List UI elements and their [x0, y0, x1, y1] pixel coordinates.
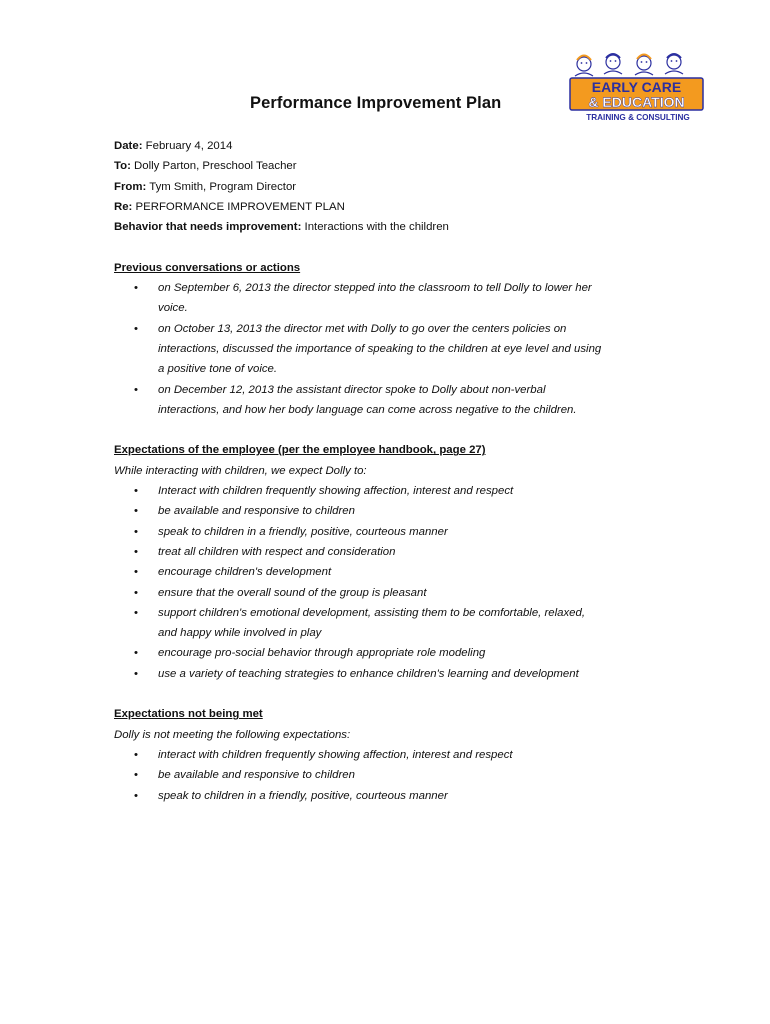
logo-line2: & EDUCATION: [588, 94, 685, 110]
list-item: [114, 765, 674, 785]
list-item: [114, 319, 674, 380]
memo-behavior: [114, 217, 674, 237]
list-item: [114, 542, 674, 562]
list-item-text: speak to children in a friendly, positive, courteous manner: [158, 525, 448, 538]
previous-list: [114, 278, 674, 420]
memo-to-value: Dolly Parton, Preschool Teacher: [134, 160, 297, 173]
list-item-text: be available and responsive to children: [158, 769, 355, 782]
memo-date-label: Date:: [114, 140, 143, 152]
memo-from: [114, 177, 674, 197]
bullet-icon: •: [134, 545, 138, 558]
memo-re: [114, 197, 674, 217]
list-item-text: interact with children frequently showing affection, interest and respect: [158, 748, 513, 761]
logo-line3: TRAINING & CONSULTING: [586, 113, 690, 122]
memo-from-value: Tym Smith, Program Director: [149, 180, 297, 193]
list-item: [114, 380, 674, 421]
logo-line1: EARLY CARE: [591, 79, 682, 95]
list-item-text: interactions, discussed the importance of speaking to the children at eye level and using: [158, 342, 602, 355]
bullet-icon: •: [134, 525, 138, 538]
list-item-text: ensure that the overall sound of the group is pleasant: [158, 586, 427, 599]
bullet-icon: •: [134, 586, 138, 599]
list-item: [114, 603, 674, 644]
memo-to-label: To:: [114, 160, 131, 173]
bullet-icon: •: [134, 769, 138, 782]
list-item: [114, 643, 674, 663]
list-item: [114, 522, 674, 542]
list-item-text: on October 13, 2013 the director met with Dolly to go over the centers policies on: [158, 322, 567, 335]
memo-date: [114, 136, 674, 156]
memo-body: [114, 136, 674, 806]
bullet-icon: •: [134, 322, 138, 335]
bullet-icon: •: [134, 505, 138, 518]
memo-to: [114, 156, 674, 176]
list-item: [114, 562, 674, 582]
memo-behavior-label: Behavior that needs improvement:: [114, 221, 302, 234]
list-item-text: a positive tone of voice.: [158, 363, 278, 376]
previous-heading: Previous conversations or actions: [114, 261, 301, 274]
memo-date-value: February 4, 2014: [145, 140, 233, 152]
memo-re-value: PERFORMANCE IMPROVEMENT PLAN: [135, 200, 345, 213]
bullet-icon: •: [134, 647, 138, 660]
bullet-icon: •: [134, 748, 138, 761]
list-item: [114, 501, 674, 521]
bullet-icon: •: [134, 485, 138, 498]
list-item-text: be available and responsive to children: [158, 505, 355, 518]
expectations-intro: While interacting with children, we expect Dolly to:: [114, 464, 367, 477]
memo-behavior-value: Interactions with the children: [304, 221, 449, 234]
list-item-text: use a variety of teaching strategies to enhance children's learning and development: [158, 667, 579, 680]
list-item: [114, 583, 674, 603]
not-met-intro: Dolly is not meeting the following expectations:: [114, 728, 351, 741]
list-item-text: voice.: [158, 302, 188, 315]
bullet-icon: •: [134, 789, 138, 802]
memo-from-label: From:: [114, 180, 147, 193]
list-item-text: on December 12, 2013 the assistant director spoke to Dolly about non-verbal: [158, 383, 546, 396]
list-item-text: treat all children with respect and consideration: [158, 545, 396, 558]
list-item: [114, 664, 674, 684]
expectations-heading: Expectations of the employee (per the employee handbook, page 27): [114, 444, 486, 457]
not-met-list: [114, 745, 674, 806]
bullet-icon: •: [134, 282, 138, 295]
list-item-text: encourage children's development: [158, 566, 332, 579]
list-item-text: support children's emotional development, assisting them to be comfortable, relaxed,: [158, 606, 586, 619]
list-item: [114, 745, 674, 765]
list-item-text: and happy while involved in play: [158, 627, 322, 640]
list-item: [114, 786, 674, 806]
bullet-icon: •: [134, 606, 138, 619]
bullet-icon: •: [134, 566, 138, 579]
expectations-list: [114, 481, 674, 684]
bullet-icon: •: [134, 383, 138, 396]
list-item-text: speak to children in a friendly, positive, courteous manner: [158, 789, 448, 802]
memo-re-label: Re:: [114, 200, 133, 213]
company-logo: [568, 48, 708, 124]
list-item: [114, 481, 674, 501]
bullet-icon: •: [134, 667, 138, 680]
list-item-text: on September 6, 2013 the director stepped into the classroom to tell Dolly to lower her: [158, 282, 592, 295]
not-met-heading: Expectations not being met: [114, 708, 263, 721]
list-item-text: Interact with children frequently showing affection, interest and respect: [158, 485, 514, 498]
list-item-text: encourage pro-social behavior through appropriate role modeling: [158, 647, 486, 660]
list-item: [114, 278, 674, 319]
page-title: Performance Improvement Plan: [250, 94, 502, 112]
list-item-text: interactions, and how her body language can come across negative to the children.: [158, 403, 577, 416]
